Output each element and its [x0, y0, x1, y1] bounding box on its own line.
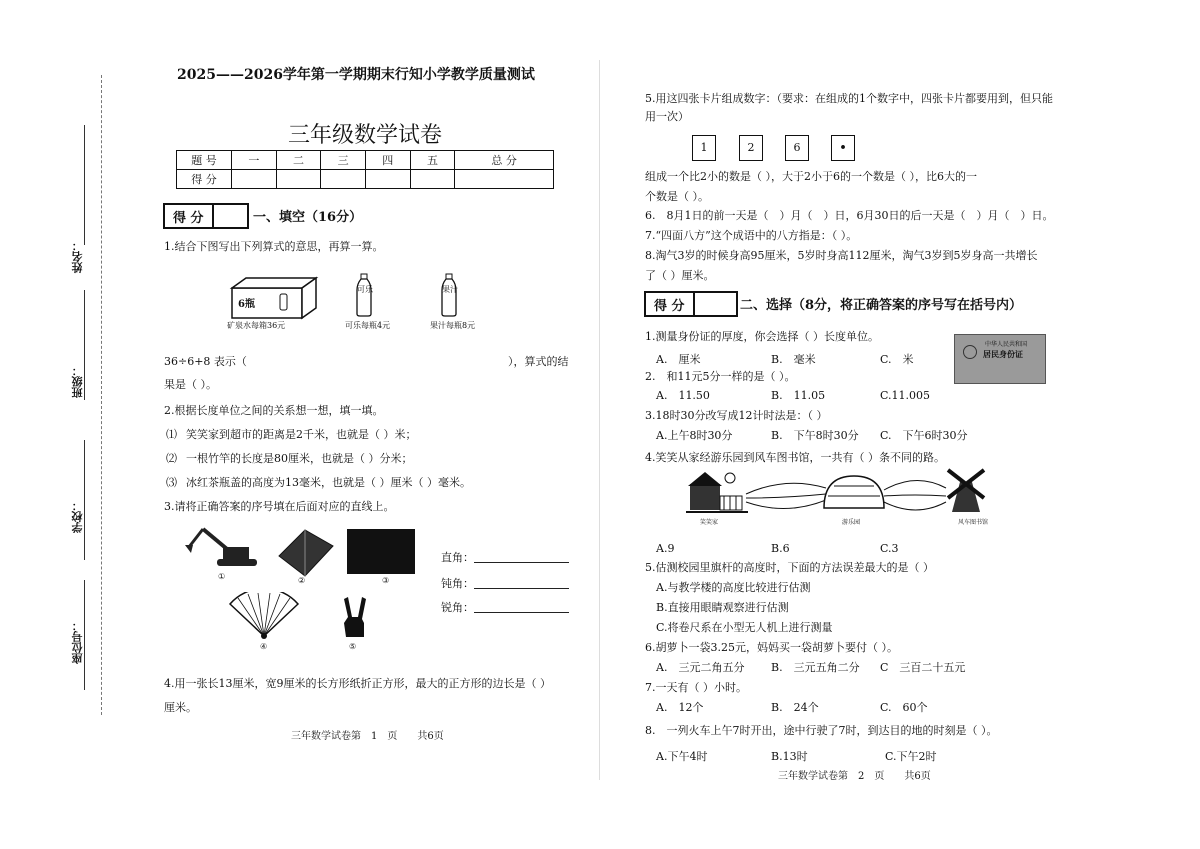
q2-sub2: 一根竹竿的长度是80厘米，也就是（ ）分米； [186, 452, 413, 465]
c3-option-b[interactable]: B. 下午8时30分 [771, 429, 859, 442]
score-cell[interactable] [321, 170, 366, 189]
id-card-top-text: 中华人民共和国 [985, 341, 1028, 348]
c1-option-a[interactable]: A. 厘米 [656, 353, 701, 366]
c5-option-a[interactable]: A.与教学楼的高度比较进行估测 [656, 581, 811, 594]
q4-line2: 厘米。 [164, 701, 197, 714]
section2-title: 二、选择（8分，将正确答案的序号写在括号内） [740, 298, 1023, 313]
id-card-title: 居民身份证 [983, 349, 1023, 359]
water-box-label: 6瓶 [238, 299, 255, 310]
c8-text: 8. 一列火车上午7时开出，途中行驶了7时，到达目的地的时刻是（ ）。 [645, 724, 998, 737]
c7-option-b[interactable]: B. 24个 [771, 701, 819, 714]
right-angle-answer-line[interactable] [474, 562, 569, 563]
open-book-image [275, 526, 337, 578]
section1-score-label: 得 分 [165, 205, 214, 227]
c1-option-b[interactable]: B. 毫米 [771, 353, 816, 366]
q2-sub1-number: ⑴ [166, 428, 177, 441]
section2-score-label: 得 分 [646, 293, 695, 315]
juice-bottle-label: 果汁 [442, 285, 458, 294]
c4-option-b[interactable]: B.6 [771, 542, 790, 555]
id-card-image [954, 334, 1046, 384]
black-rectangle-image [347, 529, 415, 574]
figure1-label: ① [218, 572, 226, 581]
school-label: 学校： [71, 500, 84, 533]
route-place1: 笑笑家 [700, 519, 719, 526]
c5-option-c[interactable]: C.将卷尺系在小型无人机上进行测量 [656, 621, 833, 634]
page-divider [599, 60, 600, 780]
c5-text: 5.估测校园里旗杆的高度时，下面的方法误差最大的是（ ） [645, 561, 934, 574]
seat-label: 座位号： [71, 620, 84, 664]
q5-line3: 组成一个比2小的数是（ ），大于2小于6的一个数是（ ），比6大的一 [645, 170, 977, 183]
c7-option-c[interactable]: C. 60个 [880, 701, 928, 714]
class-label: 班级： [71, 365, 84, 398]
card-2: 2 [739, 135, 763, 161]
c8-option-b[interactable]: B.13时 [771, 750, 808, 763]
q6-text: 6. 8月1日的前一天是（ ）月（ ）日，6月30日的后一天是（ ）月（ ）日。 [645, 209, 1054, 222]
cola-bottle-image [354, 272, 374, 318]
c6-text: 6.胡萝卜一袋3.25元，妈妈买一袋胡萝卜要付（ ）。 [645, 641, 898, 654]
juice-caption: 果汁每瓶8元 [430, 321, 476, 330]
c3-option-a[interactable]: A.上午8时30分 [656, 429, 733, 442]
q1-line1-start: 36÷6+8 表示（ [164, 355, 247, 368]
cola-bottle-label: 可乐 [357, 285, 373, 294]
q2-sub3-number: ⑶ [166, 476, 177, 489]
juice-bottle-image [439, 272, 459, 318]
c3-text: 3.18时30分改写成12计时法是：（ ） [645, 409, 828, 422]
route-place2: 游乐园 [842, 519, 861, 526]
card-6: 6 [785, 135, 809, 161]
c2-option-a[interactable]: A. 11.50 [656, 389, 710, 402]
score-table-header-cell: 二 [276, 151, 321, 170]
q1-line2: 果是（ ）。 [164, 378, 217, 391]
q2-text: 2.根据长度单位之间的关系想一想，填一填。 [164, 404, 384, 417]
c2-option-c[interactable]: C.11.005 [880, 389, 931, 402]
route-place3: 风车图书馆 [958, 519, 989, 526]
score-table [176, 150, 554, 189]
score-cell[interactable] [410, 170, 455, 189]
c6-option-b[interactable]: B. 三元五角二分 [771, 661, 860, 674]
score-table-header-cell: 五 [410, 151, 455, 170]
q5-line4: 个数是（ ）。 [645, 190, 709, 203]
score-table-row-label: 得 分 [177, 170, 232, 189]
route-map-image [686, 468, 992, 528]
c4-option-c[interactable]: C.3 [880, 542, 899, 555]
figure3-label: ③ [382, 576, 390, 585]
acute-angle-answer-line[interactable] [474, 612, 569, 613]
c7-text: 7.一天有（ ）小时。 [645, 681, 747, 694]
q2-sub3: 冰红茶瓶盖的高度为13毫米，也就是（ ）厘米（ ）毫米。 [186, 476, 471, 489]
q1-answer-blank[interactable] [250, 354, 505, 370]
exam-header-title: 2025——2026学年第一学期期末行知小学教学质量测试 [177, 67, 535, 83]
score-table-header-cell: 三 [321, 151, 366, 170]
score-table-header-cell: 一 [232, 151, 277, 170]
c1-text: 1.测量身份证的厚度，你会选择（ ）长度单位。 [645, 330, 879, 343]
q3-text: 3.请将正确答案的序号填在后面对应的直线上。 [164, 500, 395, 513]
q1-line1-end: ），算式的结 [508, 355, 569, 368]
section2-score-box [644, 291, 738, 317]
exam-subtitle: 三年级数学试卷 [288, 123, 443, 148]
score-cell[interactable] [365, 170, 410, 189]
c4-text: 4.笑笑从家经游乐园到风车图书馆，一共有（ ）条不同的路。 [645, 451, 945, 464]
victory-hand-image [338, 593, 372, 641]
score-table-header-cell: 四 [365, 151, 410, 170]
figure5-label: ⑤ [349, 642, 357, 651]
score-cell[interactable] [455, 170, 554, 189]
q5-line1: 5.用这四张卡片组成数字：（要求：在组成的1个数字中，四张卡片都要用到，但只能 [645, 92, 1053, 105]
c6-option-c[interactable]: C 三百二十五元 [880, 661, 966, 674]
excavator-image [183, 525, 263, 571]
c8-option-c[interactable]: C.下午2时 [885, 750, 937, 763]
q8-line1: 8.淘气3岁的时候身高95厘米，5岁时身高112厘米，淘气3岁到5岁身高一共增长 [645, 249, 1038, 262]
score-table-header-cell: 题 号 [177, 151, 232, 170]
card-1: 1 [692, 135, 716, 161]
figure2-label: ② [298, 576, 306, 585]
name-label: 姓名： [71, 240, 84, 273]
score-table-header-cell: 总 分 [455, 151, 554, 170]
q4-line1: 4.用一张长13厘米，宽9厘米的长方形纸折正方形，最大的正方形的边长是（ ） [164, 677, 551, 690]
q2-sub2-number: ⑵ [166, 452, 177, 465]
water-caption: 矿泉水每箱36元 [227, 321, 286, 330]
q1-text: 1.结合下图写出下列算式的意思，再算一算。 [164, 240, 384, 253]
score-cell[interactable] [232, 170, 277, 189]
q2-sub1: 笑笑家到超市的距离是2千米，也就是（ ）米； [186, 428, 417, 441]
c4-option-a[interactable]: A.9 [656, 542, 675, 555]
card-dot: • [831, 135, 855, 161]
binding-dashed-line [101, 75, 102, 715]
right-angle-label: 直角： [441, 551, 474, 564]
c8-option-a[interactable]: A.下午4时 [656, 750, 708, 763]
q8-line2: 了（ ）厘米。 [645, 269, 715, 282]
c2-text: 2. 和11元5分一样的是（ ）。 [645, 370, 796, 383]
q7-text: 7.“四面八方”这个成语中的八方指是：（ ）。 [645, 229, 858, 242]
c5-option-b[interactable]: B.直接用眼睛观察进行估测 [656, 601, 789, 614]
obtuse-angle-answer-line[interactable] [474, 588, 569, 589]
c3-option-c[interactable]: C. 下午6时30分 [880, 429, 968, 442]
c6-option-a[interactable]: A. 三元二角五分 [656, 661, 745, 674]
score-cell[interactable] [276, 170, 321, 189]
page2-footer: 三年数学试卷第 2 页 共6页 [778, 771, 931, 782]
c2-option-b[interactable]: B. 11.05 [771, 389, 826, 402]
obtuse-angle-label: 钝角： [441, 577, 474, 590]
cola-caption: 可乐每瓶4元 [345, 321, 391, 330]
q5-line2: 用一次） [645, 110, 689, 123]
section1-score-box [163, 203, 249, 229]
c1-option-c[interactable]: C. 米 [880, 353, 914, 366]
figure4-label: ④ [260, 642, 268, 651]
name-answer-line [84, 125, 85, 245]
folding-fan-image [228, 592, 300, 640]
emblem-icon [963, 345, 977, 359]
page1-footer: 三年数学试卷第 1 页 共6页 [291, 731, 444, 742]
acute-angle-label: 锐角： [441, 601, 474, 614]
section1-title: 一、填空（16分） [253, 210, 363, 225]
c7-option-a[interactable]: A. 12个 [656, 701, 704, 714]
